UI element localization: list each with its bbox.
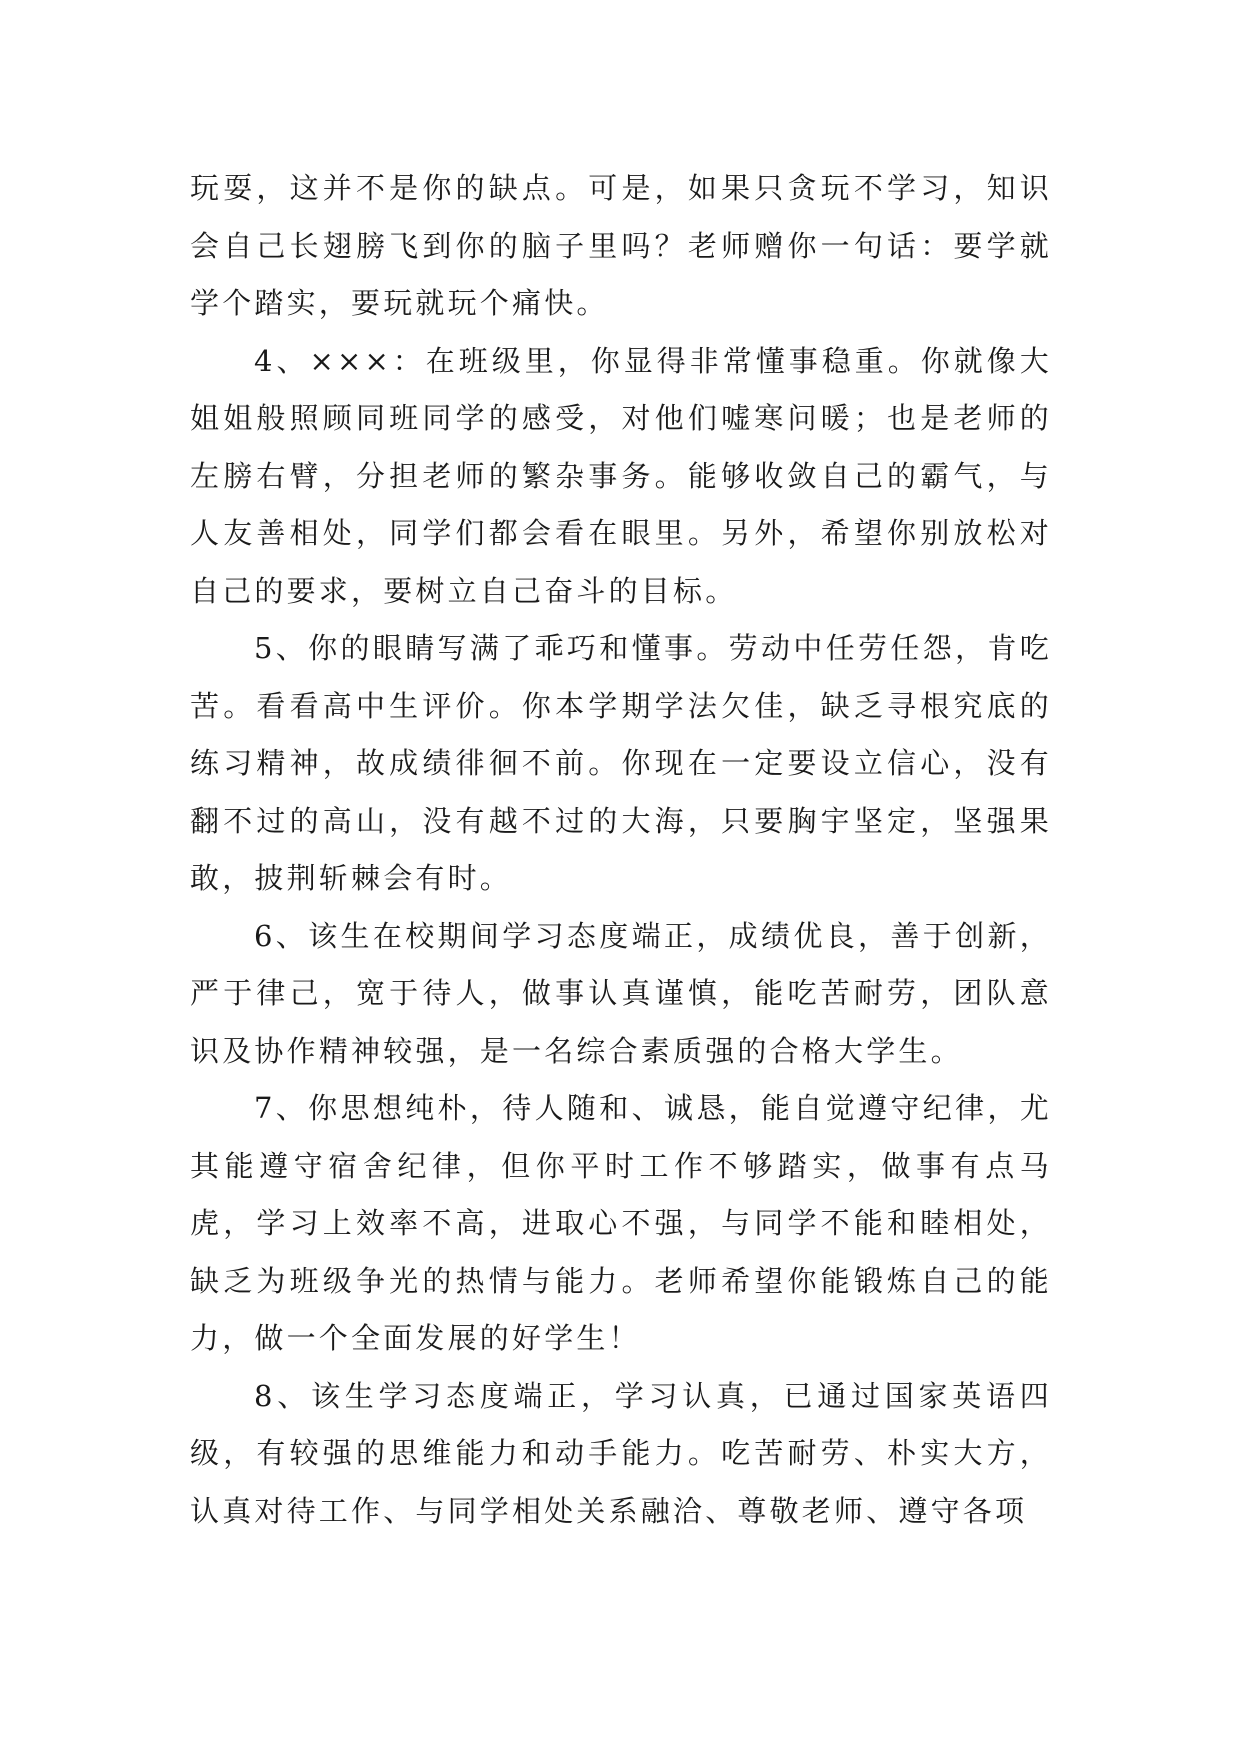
document-page (190, 160, 1052, 1540)
paragraph-comment-5: 5、你的眼睛写满了乖巧和懂事。劳动中任劳任怨，肯吃苦。看看高中生评价。你本学期学法欠佳，缺乏寻根究底的练习精神，故成绩徘徊不前。你现在一定要设立信心，没有翻不过的高山，没有越不过的大海，只要胸宇坚定，坚强果敢，披荆斩棘会有时。 (190, 631, 1052, 895)
paragraph-comment-6: 6、该生在校期间学习态度端正，成绩优良，善于创新，严于律己，宽于待人，做事认真谨慎，能吃苦耐劳，团队意识及协作精神较强，是一名综合素质强的合格大学生。 (190, 918, 1052, 1068)
paragraph-comment-7: 7、你思想纯朴，待人随和、诚恳，能自觉遵守纪律，尤其能遵守宿舍纪律，但你平时工作不够踏实，做事有点马虎，学习上效率不高，进取心不强，与同学不能和睦相处，缺乏为班级争光的热情与能力。老师希望你能锻炼自己的能力，做一个全面发展的好学生！ (190, 1091, 1052, 1355)
paragraph-continuation: 玩耍，这并不是你的缺点。可是，如果只贪玩不学习，知识会自己长翅膀飞到你的脑子里吗？老师赠你一句话：要学就学个踏实，要玩就玩个痛快。 (190, 171, 1052, 320)
paragraph-comment-8: 8、该生学习态度端正，学习认真，已通过国家英语四级，有较强的思维能力和动手能力。吃苦耐劳、朴实大方，认真对待工作、与同学相处关系融洽、尊敬老师、遵守各项 (190, 1378, 1052, 1528)
paragraph-comment-4: 4、×××：在班级里，你显得非常懂事稳重。你就像大姐姐般照顾同班同学的感受，对他们嘘寒问暖；也是老师的左膀右臂，分担老师的繁杂事务。能够收敛自己的霸气，与人友善相处，同学们都会看在眼里。另外，希望你别放松对自己的要求，要树立自己奋斗的目标。 (190, 343, 1052, 608)
